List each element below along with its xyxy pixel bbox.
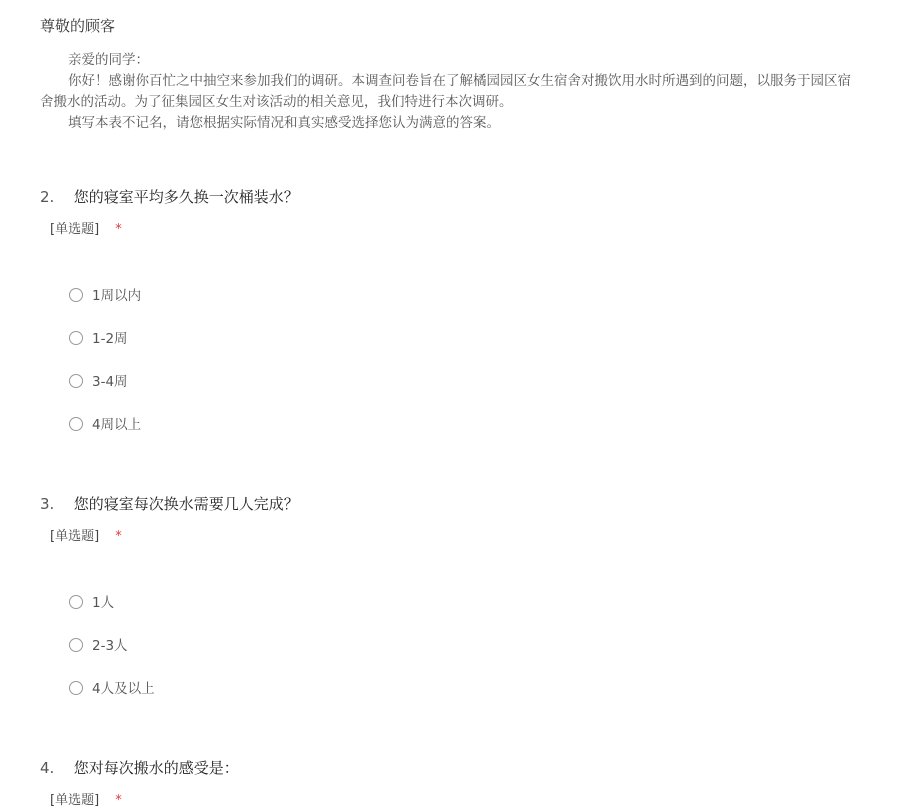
question-text: 您的寝室每次换水需要几人完成？ <box>73 495 299 513</box>
question-4 <box>40 757 900 810</box>
question-header <box>40 493 900 515</box>
options-list <box>69 287 900 459</box>
question-type <box>50 221 900 239</box>
option-3-4weeks[interactable] <box>69 373 900 416</box>
option-label[interactable]: 2-3人 <box>92 638 128 654</box>
intro-line-3: 填写本表不记名，请您根据实际情况和真实感受选择您认为满意的答案。 <box>68 115 500 131</box>
question-type-label: [单选题] <box>50 529 100 544</box>
survey-intro <box>40 50 900 134</box>
option-label[interactable]: 1周以内 <box>92 288 142 304</box>
radio-button[interactable] <box>69 374 83 388</box>
radio-button[interactable] <box>69 595 83 609</box>
intro-line-1: 你好！感谢你百忙之中抽空来参加我们的调研。本调查问卷旨在了解橘园园区女生宿舍对搬饮用水时所遇到的问题，以服务于园区宿 <box>68 73 851 89</box>
option-4-plus-persons[interactable] <box>69 680 900 723</box>
radio-button[interactable] <box>69 331 83 345</box>
question-header <box>40 757 900 779</box>
question-3 <box>40 493 900 723</box>
required-mark: * <box>115 793 122 808</box>
intro-greeting: 亲爱的同学： <box>68 52 149 68</box>
question-type <box>50 792 900 810</box>
radio-button[interactable] <box>69 681 83 695</box>
question-2 <box>40 186 900 459</box>
radio-button[interactable] <box>69 417 83 431</box>
survey-title: 尊敬的顾客 <box>40 17 116 35</box>
question-type-label: [单选题] <box>50 222 100 237</box>
question-type <box>50 528 900 546</box>
question-number: 3. <box>40 495 55 513</box>
question-number: 2. <box>40 188 55 206</box>
option-1-person[interactable] <box>69 594 900 637</box>
radio-button[interactable] <box>69 288 83 302</box>
question-text: 您对每次搬水的感受是： <box>73 759 239 777</box>
radio-button[interactable] <box>69 638 83 652</box>
question-header <box>40 186 900 208</box>
option-2-3-persons[interactable] <box>69 637 900 680</box>
options-list <box>69 594 900 723</box>
option-label[interactable]: 1人 <box>92 595 115 611</box>
question-type-label: [单选题] <box>50 793 100 808</box>
question-text: 您的寝室平均多久换一次桶装水？ <box>73 188 299 206</box>
required-mark: * <box>115 222 122 237</box>
question-number: 4. <box>40 759 55 777</box>
option-1-2weeks[interactable] <box>69 330 900 373</box>
option-label[interactable]: 1-2周 <box>92 331 128 347</box>
intro-line-2: 舍搬水的活动。为了征集园区女生对该活动的相关意见，我们特进行本次调研。 <box>40 94 513 110</box>
option-label[interactable]: 4人及以上 <box>92 681 155 697</box>
option-4weeks-plus[interactable] <box>69 416 900 459</box>
option-label[interactable]: 3-4周 <box>92 374 128 390</box>
required-mark: * <box>115 529 122 544</box>
option-1week[interactable] <box>69 287 900 330</box>
option-label[interactable]: 4周以上 <box>92 417 142 433</box>
